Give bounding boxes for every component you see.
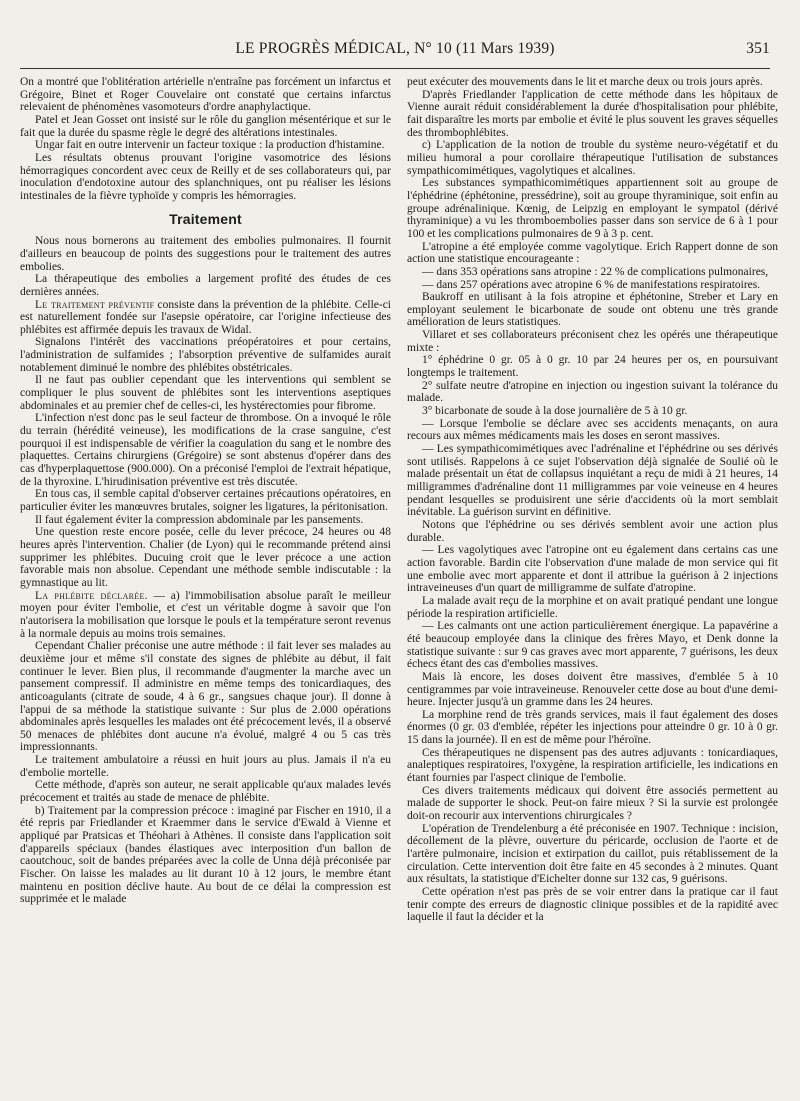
paragraph: — dans 257 opérations avec atropine 6 % de manifestations respiratoires. bbox=[421, 278, 761, 291]
paragraph: Signalons l'intérêt des vaccinations préopératoires et pour certains, l'administration de sulfamides ; l'absorption préventive de sulfamides aurait notablement diminué le nombre des phlébites obstétricales. bbox=[20, 336, 391, 374]
paragraph: Ces divers traitements médicaux qui doivent être associés permettent au malade de supporter le shock. Peut-on faire mieux ? Si la survie est prolongée doit-on recourir aux interventions chirurgicales ? bbox=[407, 784, 778, 823]
paragraph: Cette méthode, d'après son auteur, ne serait applicable qu'aux malades levés précocement et traités au stade de menace de phlébite. bbox=[20, 779, 391, 805]
left-column bbox=[20, 76, 391, 1087]
paragraph: Villaret et ses collaborateurs préconisent chez les opérés une thérapeutique mixte : bbox=[407, 329, 778, 354]
paragraph: Ces thérapeutiques ne dispensent pas des autres adjuvants : tonicardiaques, analeptiques respiratoires, l'oxygène, la respiration artificielle, les indications en étant fournies par l'aspect clinique de l'embolie. bbox=[407, 746, 778, 785]
paragraph: Patel et Jean Gosset ont insisté sur le rôle du ganglion mésentérique et sur le fait que la durée du spasme règle le degré des altérations intestinales. bbox=[20, 113, 391, 139]
paragraph: Le traitement ambulatoire a réussi en huit jours au plus. Jamais il n'a eu d'embolie mortelle. bbox=[20, 754, 391, 779]
paragraph: Il faut également éviter la compression abdominale par les pansements. bbox=[34, 513, 364, 526]
paragraph: Le traitement préventif consiste dans la prévention de la phlébite. Celle-ci est naturellement fondée sur l'asepsie opératoire, car l'origine infectieuse des phlébites est affirmée depuis les travaux de Widal. bbox=[20, 298, 391, 336]
paragraph: b) Traitement par la compression précoce : imaginé par Fischer en 1910, il a été repris par Friedlander et Kraemmer dans le service d'Ewald à Vienne et appliqué par Pratsicas et Théohari à Athènes. Il consiste dans l'application soit d'appareils spéciaux (bandes élastiques avec interposition d'un ballon de caoutchouc, soit de bandes préparées avec la colle de Unna déjà préconisée par Fischer. On laisse les malades au lit durant 10 à 12 jours, le membre étant maintenu en position déclive haute. Au bout de ce délai la compression est supprimée et le malade bbox=[20, 804, 391, 906]
paragraph: 1° éphédrine 0 gr. 05 à 0 gr. 10 par 24 heures per os, en poursuivant longtemps le traitement. bbox=[407, 354, 778, 380]
two-column-body bbox=[20, 76, 778, 1087]
paragraph: L'opération de Trendelenburg a été préconisée en 1907. Technique : incision, décollement de la plèvre, ouverture du péricarde, occlusion de l'aorte et de l'artère pulmonaire, incision et extirpation du caillot, puis rétablissement de la circulation. Cette intervention doit être faite en 45 secondes à 2 minutes. Quant aux résultats, la statistique d'Eichelter donne sur 132 cas, 9 guérisons. bbox=[407, 822, 778, 886]
right-column bbox=[407, 76, 778, 1087]
paragraph: Baukroff en utilisant à la fois atropine et éphétonine, Streber et Lary en employant seulement le bicarbonate de soude ont obtenu une très grande amélioration de leurs statistiques. bbox=[407, 291, 778, 329]
paragraph: 2° sulfate neutre d'atropine en injection ou ingestion suivant la tolérance du malade. bbox=[407, 379, 778, 405]
paragraph: — Les calmants ont une action particulièrement énergique. La papavérine a été beaucoup employée dans la clinique des frères Mayo, et Denk donne la statistique suivante : sur 9 cas graves avec mort apparente, 7 guérisons, les deux échecs étant des cas d'embolies massives. bbox=[407, 620, 778, 671]
journal-title: LE PROGRÈS MÉDICAL, N° 10 (11 Mars 1939) bbox=[235, 40, 555, 57]
paragraph: En tous cas, il semble capital d'observer certaines précautions opératoires, en particulier éviter les manœuvres brutales, soigner les ligatures, la péritonisation. bbox=[20, 488, 391, 513]
paragraph: Une question reste encore posée, celle du lever précoce, 24 heures ou 48 heures après l'intervention. Chalier (de Lyon) qui le recommande prétend ainsi supprimer les phlébites. Ducuing croit que le lever précoce a une action favorable mais non absolue. Cependant une méthode semble indiscutable : la gymnastique au lit. bbox=[20, 526, 391, 589]
paragraph: La morphine rend de très grands services, mais il faut également des doses énormes (0 gr. 03 d'emblée, répéter les injections pour atteindre 0 gr. 10 à 0 gr. 15 dans la journée). Il en est de même pour l'héroïne. bbox=[407, 708, 778, 747]
paragraph: c) L'application de la notion de trouble du système neuro-végétatif et du milieu humoral a pour corollaire thérapeutique l'utilisation de substances sympathicomimétiques, vagolytiques et alcalines. bbox=[407, 139, 778, 177]
paragraph: On a montré que l'oblitération artérielle n'entraîne pas forcément un infarctus et Grégoire, Binet et Roger Couvelaire ont constaté que certains infarctus relevaient de phénomènes vasomoteurs d'ordre anaphylactique. bbox=[20, 76, 391, 114]
paragraph: L'atropine a été employée comme vagolytique. Erich Rappert donne de son action une statistique encourageante : bbox=[407, 240, 778, 266]
paragraph: Les résultats obtenus prouvant l'origine vasomotrice des lésions hémorragiques concordent avec ceux de Reilly et de ses collaborateurs qui, par inoculation d'endotoxine autour des splanchniques, ont pu réaliser les lésions intestinales de la fièvre typhoïde y compris les hémorragies. bbox=[20, 151, 391, 202]
header-rule bbox=[20, 68, 770, 69]
running-header bbox=[20, 40, 770, 62]
paragraph: L'infection n'est donc pas le seul facteur de thrombose. On a invoqué le rôle du terrain (hérédité veineuse), les modifications de la crase sanguine, c'est pourquoi il est indispensable de vérifier la coagulation du sang et le nombre des plaquettes. Certains chirurgiens (Grégoire) se sont abstenus d'opérer dans des cas d'hyperplaquettose (900.000). On a préconisé l'emploi de l'extrait hépatique, de la thyroxine. L'hirudinisation préventive est très discutée. bbox=[20, 412, 391, 488]
run-in-heading: Le traitement préventif bbox=[34, 298, 155, 311]
paragraph: — dans 353 opérations sans atropine : 22 % de complications pulmonaires, bbox=[421, 265, 769, 278]
paragraph: — Les vagolytiques avec l'atropine ont eu également dans certains cas une action favorable. Bardin cite l'observation d'une malade de mon service qui fit une embolie avec mort apparente et dont il attribue la guérison à 2 injections intraveineuses d'un quart de milligramme de sulfate d'atropine. bbox=[407, 544, 778, 595]
paragraph: D'après Friedlander l'application de cette méthode dans les hôpitaux de Vienne aurait réduit considérablement la durée d'hospitalisation pour phlébite, fait disparaître les morts par embolie et évité le plus souvent les graves séquelles des thrombophlébites. bbox=[407, 88, 778, 139]
page-number: 351 bbox=[746, 40, 770, 57]
section-heading: Traitement bbox=[169, 210, 242, 227]
paragraph: 3° bicarbonate de soude à la dose journalière de 5 à 10 gr. bbox=[421, 405, 688, 418]
paragraph: Nous nous bornerons au traitement des embolies pulmonaires. Il fournit d'ailleurs en beaucoup de points des suggestions pour le traitement des autres embolies. bbox=[20, 235, 391, 273]
paragraph: Cette opération n'est pas près de se voir entrer dans la pratique car il faut tenir compte des erreurs de diagnostic clinique possibles et de la rapidité avec laquelle il faut la décider et la bbox=[407, 886, 778, 924]
paragraph: Il ne faut pas oublier cependant que les interventions qui semblent se compliquer le plus souvent de phlébites sont les interventions aseptiques abdominales et au premier chef de celles-ci, les hystérectomies pour fibrome. bbox=[20, 374, 391, 412]
paragraph: Les substances sympathicomimétiques appartiennent soit au groupe de l'éphédrine (éphétonine, pressédrine), soit au groupe thyraminique, soit enfin au groupe adrénalinique. Kœnig, de Leipzig en employant le sympatol (dérivé thyraminique) a vu les thromboembolies passer dans son service de 6 à 1 pour 100 et les complications pulmonaires de 9 à 3 p. cent. bbox=[407, 177, 778, 240]
paragraph: La phlébite déclarée. — a) l'immobilisation absolue paraît le meilleur moyen pour éviter l'embolie, et c'est un véritable dogme à savoir que l'on n'autorisera la mobilisation que lorsque le pouls et la température seront revenus à la normale depuis au moins trois semaines. bbox=[20, 589, 391, 640]
paragraph: Ungar fait en outre intervenir un facteur toxique : la production d'histamine. bbox=[34, 139, 385, 152]
paragraph: peut exécuter des mouvements dans le lit et marche deux ou trois jours après. bbox=[407, 76, 763, 88]
paragraph: Cependant Chalier préconise une autre méthode : il fait lever ses malades au deuxième jour et même s'il constate des signes de phlébite au début, il fait continuer le lever. Bien plus, il recommande d'augmenter la marche avec un pansement compressif. Il administre en même temps des tonicardiaques, des anticoagulants (citrate de soude, 4 à 6 gr., sangsues chaque jour). Il donne à l'appui de sa méthode la statistique suivante : Sur plus de 2.000 opérations abdominales après lesquelles les malades ont été précocement levés, il a observé 50 menaces de phlébites dont aucune n'a évolué, malgré 4 ou 5 cas très impressionnants. bbox=[20, 640, 391, 754]
paragraph: La thérapeutique des embolies a largement profité des études de ces dernières années. bbox=[20, 273, 391, 298]
paragraph: — Les sympathicomimétiques avec l'adrénaline et l'éphédrine ou ses dérivés sont utilisés. Rappelons à ce sujet l'observation déjà signalée de Soulié où le malade présentait un état de collapsus inquiétant a reçu de midi à 21 heures, 14 milligrammes d'adrénaline dont 11 milligrammes par voie veineuse en 4 heures pendant lesquelles se produisirent une série d'accidents où la mort semblait inévitable. La guérison survint en définitive. bbox=[407, 443, 778, 519]
paragraph: Mais là encore, les doses doivent être massives, d'emblée 5 à 10 centigrammes par voie intraveineuse. Renouveler cette dose au bout d'une demi-heure. Injecter jusqu'à un gramme dans les 24 heures. bbox=[407, 670, 778, 709]
paragraph: — Lorsque l'embolie se déclare avec ses accidents menaçants, on aura recours aux mêmes médicaments mais les doses en seront massives. bbox=[407, 417, 778, 443]
paragraph: Notons que l'éphédrine ou ses dérivés semblent avoir une action plus durable. bbox=[407, 518, 778, 544]
paragraph: La malade avait reçu de la morphine et on avait pratiqué pendant une longue période la respiration artificielle. bbox=[407, 594, 778, 620]
run-in-heading: La phlébite déclarée. bbox=[34, 589, 148, 602]
